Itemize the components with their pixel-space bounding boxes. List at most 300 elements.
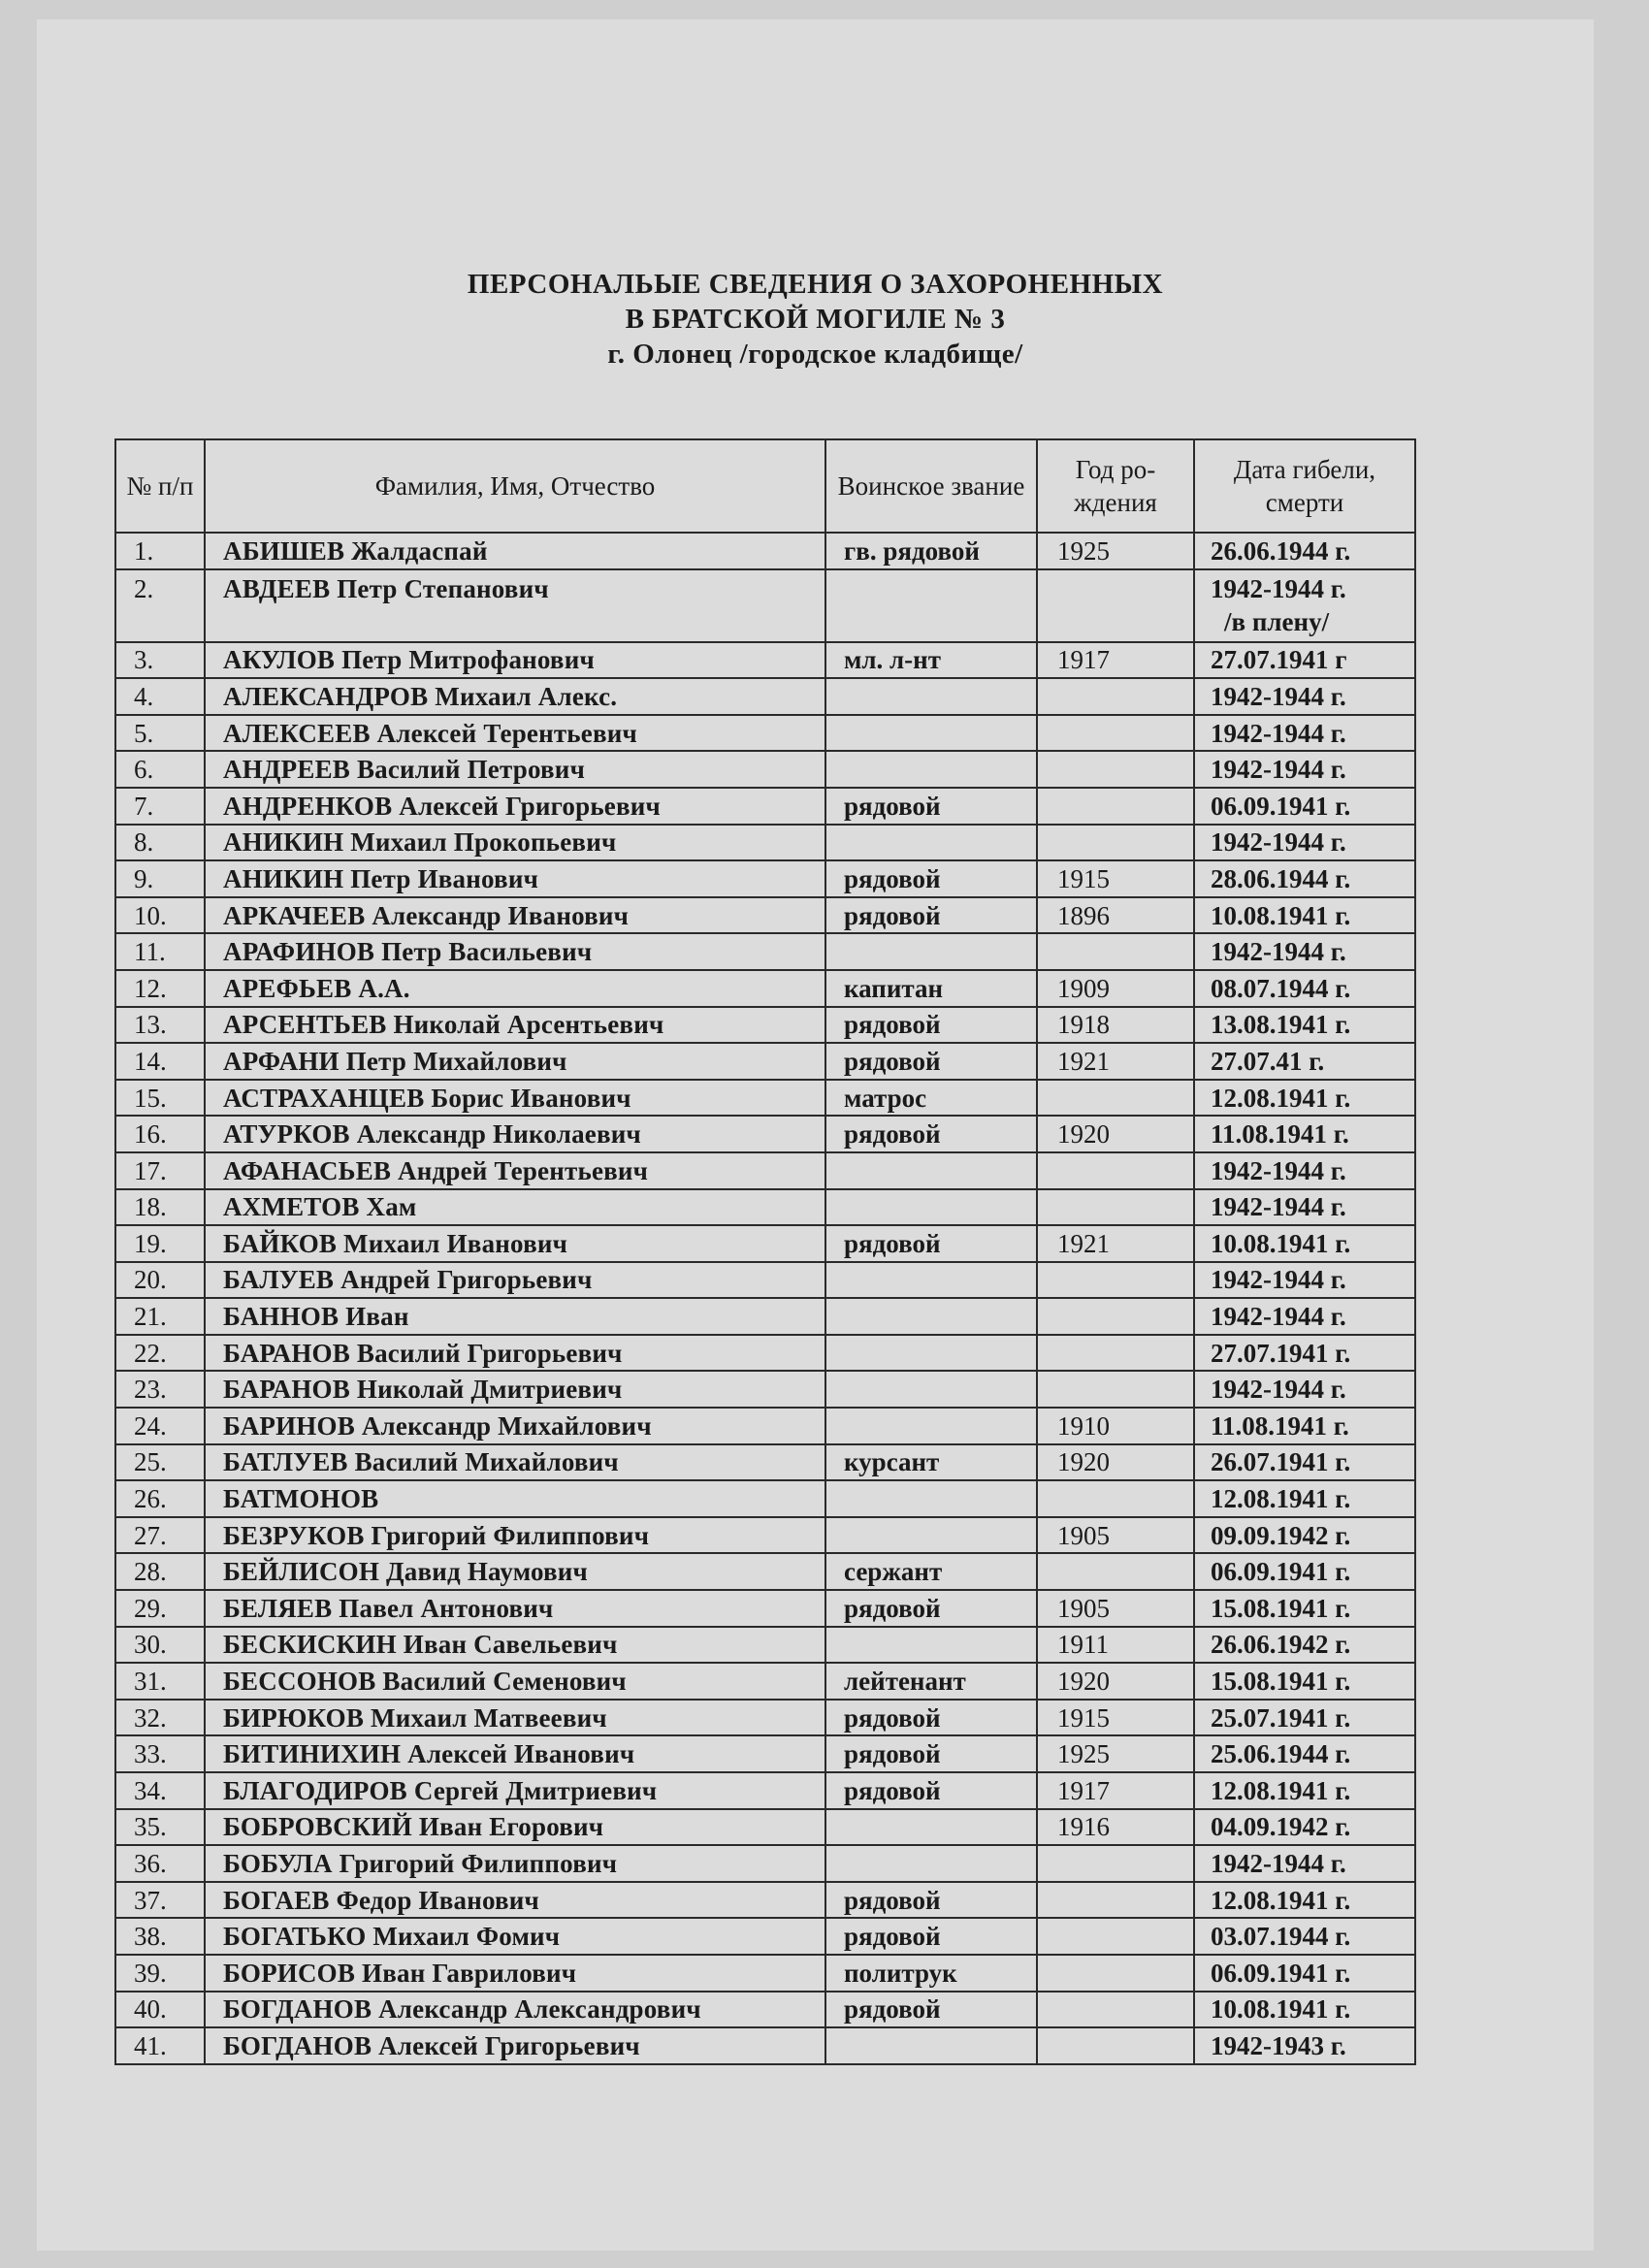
table-row [115,825,1415,861]
row-name-text: БОРИСОВ Иван Гаврилович [223,1958,577,1988]
row-number [115,1517,205,1554]
row-rank [825,1225,1037,1262]
table-row [115,1590,1415,1627]
row-death-date-text: 10.08.1941 г. [1211,1994,1351,2025]
row-death-date [1194,1918,1415,1955]
row-rank-text: лейтенант [844,1667,966,1697]
row-name-text: АВДЕЕВ Петр Степанович [223,573,549,603]
row-death-date [1194,1627,1415,1664]
row-name [205,751,825,788]
row-birth-year [1037,1590,1194,1627]
row-birth-year [1037,715,1194,752]
row-name-text: АНИКИН Петр Иванович [223,863,539,893]
row-number-text: 37. [134,1885,167,1915]
row-rank [825,788,1037,825]
table-row [115,1408,1415,1444]
row-birth-year [1037,1298,1194,1335]
row-name-text: БЕСКИСКИН Иван Савельевич [223,1630,618,1660]
row-death-date-text: 06.09.1941 г. [1211,1958,1351,1988]
row-name-text: БОГАТЬКО Михаил Фомич [223,1922,561,1952]
row-birth-year-text: 1920 [1057,1119,1110,1150]
row-birth-year [1037,1882,1194,1919]
row-name-text: БАТМОНОВ [223,1484,379,1514]
row-death-date [1194,1517,1415,1554]
row-number-text: 30. [134,1630,167,1660]
row-name-text: АНДРЕНКОВ Алексей Григорьевич [223,791,661,821]
table-row [115,1955,1415,1992]
row-birth-year-text: 1910 [1057,1410,1110,1441]
row-death-date-text: 1942-1943 г. [1211,2030,1346,2060]
row-number-text: 39. [134,1958,167,1988]
row-death-date [1194,1444,1415,1481]
row-name-text: АКУЛОВ Петр Митрофанович [223,645,595,675]
table-row [115,569,1415,642]
row-name [205,1627,825,1664]
table-row [115,1298,1415,1335]
row-death-date-text: 12.08.1941 г. [1211,1775,1351,1805]
row-name-text: АБИШЕВ Жалдаспай [223,535,488,566]
row-rank-text: рядовой [844,791,941,821]
document-title [37,267,1594,372]
row-birth-year-text: 1905 [1057,1520,1110,1550]
row-death-date-text: 25.07.1941 г. [1211,1702,1351,1733]
row-death-date [1194,1845,1415,1882]
table-row [115,642,1415,679]
row-number [115,1080,205,1117]
row-birth-year-text: 1896 [1057,900,1110,930]
table-row [115,860,1415,897]
row-name [205,1918,825,1955]
row-rank [825,642,1037,679]
row-number-text: 38. [134,1922,167,1952]
row-name [205,788,825,825]
row-number-text: 15. [134,1083,167,1113]
title-line-2: В БРАТСКОЙ МОГИЛЕ № 3 [625,304,1006,335]
row-death-date-text: 11.08.1941 г. [1211,1410,1349,1441]
row-rank [825,1189,1037,1226]
row-name-text: БАЙКОВ Михаил Иванович [223,1228,568,1258]
row-rank-text: рядовой [844,1702,941,1733]
row-birth-year-text: 1911 [1057,1630,1109,1660]
row-number-text: 12. [134,973,167,1003]
row-rank [825,1517,1037,1554]
row-death-date-text: 1942-1944 г. [1211,1192,1346,1222]
row-name [205,1080,825,1117]
row-death-date [1194,1408,1415,1444]
row-name [205,1189,825,1226]
row-death-date [1194,1590,1415,1627]
row-birth-year-text: 1925 [1057,535,1110,566]
table-body [115,533,1415,2064]
row-name-text: АРКАЧЕЕВ Александр Иванович [223,900,630,930]
row-death-date [1194,825,1415,861]
row-death-date [1194,1371,1415,1408]
row-death-date [1194,1663,1415,1700]
row-rank [825,1553,1037,1590]
burial-table [114,438,1416,2065]
row-name-text: АЛЕКСЕЕВ Алексей Терентьевич [223,718,637,748]
row-birth-year [1037,897,1194,934]
row-birth-year [1037,1480,1194,1517]
row-rank [825,1992,1037,2028]
row-death-date-text: 1942-1944 г. [1211,573,1346,603]
row-birth-year-text: 1918 [1057,1010,1110,1040]
row-rank-text: мл. л-нт [844,645,941,675]
row-death-date-text: 27.07.41 г. [1211,1046,1325,1076]
row-death-date [1194,642,1415,679]
row-name-text: БАРАНОВ Василий Григорьевич [223,1338,623,1368]
row-death-date-text: 1942-1944 г. [1211,755,1346,785]
table-row [115,1809,1415,1846]
row-number-text: 21. [134,1302,167,1332]
row-number [115,1152,205,1189]
row-name-text: АНИКИН Михаил Прокопьевич [223,827,617,858]
row-number [115,1845,205,1882]
row-name [205,1590,825,1627]
row-death-date [1194,1152,1415,1189]
row-name-text: БАТЛУЕВ Василий Михайлович [223,1447,619,1477]
row-rank-text: рядовой [844,1885,941,1915]
row-death-date-text: 1942-1944 г. [1211,1848,1346,1878]
row-birth-year [1037,1700,1194,1736]
row-birth-year [1037,1663,1194,1700]
row-death-date [1194,1007,1415,1044]
row-number-text: 6. [134,755,154,785]
row-death-date [1194,1882,1415,1919]
row-rank [825,569,1037,642]
row-death-date-text: 12.08.1941 г. [1211,1885,1351,1915]
row-death-date-text: 26.06.1944 г. [1211,535,1351,566]
row-name [205,933,825,970]
table-row [115,1335,1415,1372]
row-number-text: 19. [134,1228,167,1258]
row-number-text: 25. [134,1447,167,1477]
row-birth-year-text: 1921 [1057,1228,1110,1258]
row-name-text: АФАНАСЬЕВ Андрей Терентьевич [223,1155,649,1185]
row-number [115,1298,205,1335]
row-death-date-text: 1942-1944 г. [1211,937,1346,967]
row-death-date [1194,1043,1415,1080]
row-rank [825,1043,1037,1080]
row-number [115,2027,205,2064]
table-row [115,1189,1415,1226]
row-name-text: БОГДАНОВ Александр Александрович [223,1994,701,2025]
row-rank [825,2027,1037,2064]
row-number-text: 31. [134,1667,167,1697]
row-number-text: 18. [134,1192,167,1222]
row-death-date-text: 10.08.1941 г. [1211,900,1351,930]
row-birth-year [1037,1992,1194,2028]
row-name-text: БЕЗРУКОВ Григорий Филиппович [223,1520,650,1550]
row-name [205,897,825,934]
row-name [205,1152,825,1189]
row-number [115,970,205,1007]
row-rank [825,751,1037,788]
row-name-text: БАННОВ Иван [223,1302,409,1332]
row-birth-year [1037,1809,1194,1846]
row-rank [825,1080,1037,1117]
row-rank [825,860,1037,897]
row-death-date [1194,1955,1415,1992]
table-row [115,1918,1415,1955]
row-rank [825,970,1037,1007]
row-number-text: 22. [134,1338,167,1368]
row-birth-year [1037,1007,1194,1044]
row-death-date [1194,1772,1415,1809]
row-name-text: БЕЛЯЕВ Павел Антонович [223,1593,554,1623]
row-death-date [1194,1992,1415,2028]
row-number-text: 40. [134,1994,167,2025]
row-death-date [1194,970,1415,1007]
row-death-date-text: 10.08.1941 г. [1211,1228,1351,1258]
table-row [115,1152,1415,1189]
row-name-text: БОБРОВСКИЙ Иван Егорович [223,1812,604,1842]
row-number [115,1553,205,1590]
row-rank [825,1663,1037,1700]
table-row [115,970,1415,1007]
row-death-date-text: 28.06.1944 г. [1211,863,1351,893]
table-row [115,1480,1415,1517]
row-birth-year [1037,642,1194,679]
row-death-date-text: 08.07.1944 г. [1211,973,1351,1003]
table-row [115,1371,1415,1408]
row-birth-year [1037,1225,1194,1262]
row-number [115,897,205,934]
row-rank [825,897,1037,934]
row-rank [825,1408,1037,1444]
row-name [205,1882,825,1919]
table-row [115,533,1415,569]
row-name-text: АРАФИНОВ Петр Васильевич [223,937,593,967]
row-number [115,1225,205,1262]
table-row [115,2027,1415,2064]
row-number [115,1007,205,1044]
row-number [115,751,205,788]
row-death-date [1194,569,1415,642]
row-death-date-text: 1942-1944 г. [1211,718,1346,748]
row-name-text: БОБУЛА Григорий Филиппович [223,1848,618,1878]
row-name [205,1955,825,1992]
row-death-date [1194,1298,1415,1335]
row-name [205,1809,825,1846]
row-rank-text: рядовой [844,1228,941,1258]
row-rank [825,1809,1037,1846]
row-number-text: 17. [134,1155,167,1185]
row-name-text: БОГДАНОВ Алексей Григорьевич [223,2030,640,2060]
row-name [205,1663,825,1700]
row-birth-year-text: 1925 [1057,1739,1110,1769]
row-name [205,1262,825,1299]
row-rank-text: рядовой [844,900,941,930]
row-rank [825,1627,1037,1664]
row-rank [825,1845,1037,1882]
row-name [205,1735,825,1772]
row-rank [825,1882,1037,1919]
row-number-text: 1. [134,535,154,566]
row-birth-year [1037,1116,1194,1152]
row-name [205,1700,825,1736]
row-birth-year [1037,1335,1194,1372]
row-number-text: 5. [134,718,154,748]
row-rank [825,1298,1037,1335]
row-death-date [1194,751,1415,788]
row-death-date [1194,1480,1415,1517]
table-row [115,678,1415,715]
row-rank-text: рядовой [844,1994,941,2025]
row-death-date-text: 1942-1944 г. [1211,1302,1346,1332]
row-number-text: 28. [134,1557,167,1587]
row-birth-year [1037,1262,1194,1299]
row-death-date-text: 1942-1944 г. [1211,1375,1346,1405]
row-name [205,1043,825,1080]
row-birth-year-text: 1920 [1057,1667,1110,1697]
row-name-text: БОГАЕВ Федор Иванович [223,1885,539,1915]
row-name-text: АСТРАХАНЦЕВ Борис Иванович [223,1083,631,1113]
row-birth-year [1037,1371,1194,1408]
row-rank [825,933,1037,970]
row-death-date-text: 04.09.1942 г. [1211,1812,1351,1842]
row-birth-year-text: 1920 [1057,1447,1110,1477]
row-name [205,1116,825,1152]
row-death-date-text: 06.09.1941 г. [1211,1557,1351,1587]
row-number-text: 36. [134,1848,167,1878]
row-rank-text: курсант [844,1447,940,1477]
title-line-1: ПЕРСОНАЛЬЫЕ СВЕДЕНИЯ О ЗАХОРОНЕННЫХ [467,269,1164,300]
row-death-date [1194,1700,1415,1736]
row-number-text: 35. [134,1812,167,1842]
row-death-date-text: 03.07.1944 г. [1211,1922,1351,1952]
row-name-text: АРЕФЬЕВ А.А. [223,973,410,1003]
row-rank [825,1335,1037,1372]
row-death-date [1194,1225,1415,1262]
row-rank [825,715,1037,752]
row-name [205,642,825,679]
row-name [205,1845,825,1882]
row-death-date-text: 25.06.1944 г. [1211,1739,1351,1769]
row-number [115,1408,205,1444]
row-death-date-text: 09.09.1942 г. [1211,1520,1351,1550]
row-number [115,569,205,642]
row-rank [825,1772,1037,1809]
row-death-date [1194,1080,1415,1117]
row-number-text: 24. [134,1410,167,1441]
row-number-text: 23. [134,1375,167,1405]
row-number [115,1627,205,1664]
row-birth-year [1037,1918,1194,1955]
row-number-text: 14. [134,1046,167,1076]
row-birth-year [1037,788,1194,825]
row-number [115,533,205,569]
row-number [115,1882,205,1919]
row-name-text: БАРАНОВ Николай Дмитриевич [223,1375,623,1405]
row-rank-text: рядовой [844,863,941,893]
row-death-date-text: 27.07.1941 г [1211,645,1347,675]
row-name [205,1335,825,1372]
row-birth-year-text: 1905 [1057,1593,1110,1623]
row-death-date [1194,1809,1415,1846]
row-death-date-text: 11.08.1941 г. [1211,1119,1349,1150]
row-rank [825,1700,1037,1736]
row-death-date [1194,1553,1415,1590]
row-birth-year [1037,1517,1194,1554]
row-birth-year [1037,2027,1194,2064]
row-name-text: АХМЕТОВ Хам [223,1192,417,1222]
row-birth-year [1037,1772,1194,1809]
row-name-text: АЛЕКСАНДРОВ Михаил Алекс. [223,681,618,711]
row-rank-text: рядовой [844,1775,941,1805]
row-death-date [1194,788,1415,825]
row-name-text: БИТИНИХИН Алексей Иванович [223,1739,635,1769]
row-rank [825,1152,1037,1189]
table-row [115,1043,1415,1080]
header-death-date: Дата гибели, смерти [1194,439,1415,533]
row-death-date-text: 27.07.1941 г. [1211,1338,1351,1368]
row-rank [825,1262,1037,1299]
row-number [115,1043,205,1080]
row-rank [825,1444,1037,1481]
row-name [205,1517,825,1554]
row-name [205,533,825,569]
row-death-date [1194,678,1415,715]
row-death-date-text: 15.08.1941 г. [1211,1667,1351,1697]
table-row [115,1080,1415,1117]
row-rank-text: капитан [844,973,944,1003]
row-number-text: 7. [134,791,154,821]
table-row [115,1116,1415,1152]
row-name [205,825,825,861]
row-rank [825,1590,1037,1627]
row-name [205,2027,825,2064]
row-birth-year [1037,533,1194,569]
row-birth-year [1037,1080,1194,1117]
row-death-date [1194,533,1415,569]
row-death-date-text: 13.08.1941 г. [1211,1010,1351,1040]
table-row [115,1772,1415,1809]
table-row [115,1627,1415,1664]
table-row [115,751,1415,788]
row-death-date-text: 12.08.1941 г. [1211,1083,1351,1113]
row-number-text: 4. [134,681,154,711]
table-row [115,1663,1415,1700]
row-birth-year [1037,1152,1194,1189]
row-rank [825,1007,1037,1044]
row-name-text: БАРИНОВ Александр Михайлович [223,1410,652,1441]
row-name [205,860,825,897]
row-name-text: БЛАГОДИРОВ Сергей Дмитриевич [223,1775,658,1805]
row-death-date [1194,2027,1415,2064]
row-name [205,970,825,1007]
row-name-text: БАЛУЕВ Андрей Григорьевич [223,1265,593,1295]
row-number [115,1480,205,1517]
row-number [115,1116,205,1152]
row-death-date [1194,897,1415,934]
row-rank-text: рядовой [844,1119,941,1150]
table-row [115,1882,1415,1919]
table-row [115,1517,1415,1554]
row-name [205,1480,825,1517]
row-number [115,715,205,752]
row-number-text: 27. [134,1520,167,1550]
table-row [115,1225,1415,1262]
row-name [205,678,825,715]
row-name-text: АРФАНИ Петр Михайлович [223,1046,567,1076]
table-row [115,1444,1415,1481]
row-name [205,715,825,752]
row-birth-year [1037,1043,1194,1080]
row-birth-year [1037,751,1194,788]
row-birth-year [1037,1627,1194,1664]
row-birth-year [1037,1553,1194,1590]
